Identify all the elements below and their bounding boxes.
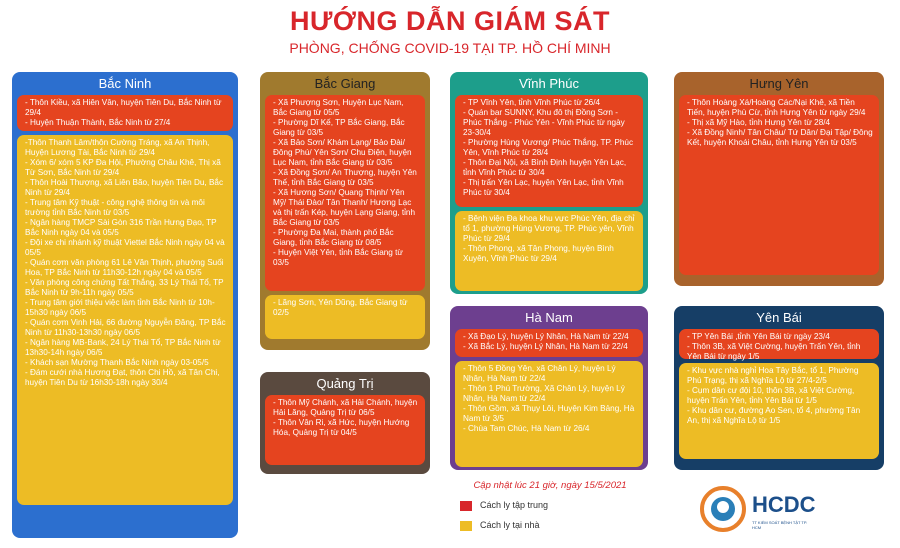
card-title: Yên Bái bbox=[756, 310, 802, 325]
location-entry: - Xã Đồng Ninh/ Tân Châu/ Tứ Dân/ Đại Tập/ Đông Kết, huyện Khoái Châu, tỉnh Hưng Yên từ 03/5 bbox=[687, 128, 873, 147]
location-entry: - Cụm dân cư đội 10, thôn 3B, xã Việt Cường, huyện Trấn Yên, tỉnh Yên Bái từ 1/5 bbox=[687, 386, 855, 405]
card-title: Quảng Trị bbox=[316, 376, 374, 391]
location-entry: - Thôn Hoàng Xá/Hoàng Các/Nại Khê, xã Tiền Tiến, huyện Phù Cừ, tỉnh Hưng Yên từ ngày 29/4 bbox=[687, 98, 866, 117]
location-entry: - TP Vĩnh Yên, tỉnh Vĩnh Phúc từ 26/4 bbox=[463, 98, 601, 107]
location-entry: - TP Yên Bái ,tỉnh Yên Bái từ ngày 23/4 bbox=[687, 332, 830, 341]
legend-yellow bbox=[460, 520, 540, 531]
card-quang-tri bbox=[260, 372, 430, 474]
location-entry: - Ngân hàng TMCP Sài Gòn 316 Trần Hưng Đạo, TP Bắc Ninh ngày 04 và 05/5 bbox=[25, 218, 217, 237]
concentrated-quarantine-list bbox=[265, 95, 425, 291]
home-quarantine-list bbox=[455, 211, 643, 291]
location-entry: - Quán cơm Vinh Hải, 66 đường Nguyễn Đăng, TP Bắc Ninh từ 11h30-13h30 ngày 06/5 bbox=[25, 318, 226, 337]
location-entry: - Xã Bắc Lý, huyện Lý Nhân, Hà Nam từ 22/4 bbox=[463, 342, 628, 351]
location-entry: - Thôn 3B, xã Việt Cường, huyện Trấn Yên, tỉnh Yên Bái từ ngày 1/5 bbox=[687, 342, 861, 361]
legend-label: Cách ly tập trung bbox=[480, 500, 549, 510]
concentrated-quarantine-list bbox=[17, 95, 233, 131]
hcdc-logo bbox=[700, 486, 816, 534]
concentrated-quarantine-list bbox=[679, 329, 879, 359]
card-title: Bắc Giang bbox=[314, 76, 376, 91]
location-entry: - Xã Đạo Lý, huyện Lý Nhân, Hà Nam từ 22/4 bbox=[463, 332, 629, 341]
location-entry: - Thôn 5 Đồng Yên, xã Chân Lý, huyện Lý Nhân, Hà Nam từ 22/4 bbox=[463, 364, 616, 383]
location-entry: - Thôn Kiều, xã Hiên Vân, huyện Tiên Du, Bắc Ninh từ 29/4 bbox=[25, 98, 222, 117]
location-entry: - Phường Dĩ Kế, TP Bắc Giang, Bắc Giang từ 03/5 bbox=[273, 118, 405, 137]
logo-text: HCDC bbox=[752, 492, 816, 517]
legend-red bbox=[460, 500, 548, 511]
location-entry: - Xã Đồng Sơn/ An Thượng, huyện Yên Thế, tỉnh Bắc Giang từ 03/5 bbox=[273, 168, 417, 187]
concentrated-quarantine-list bbox=[265, 395, 425, 465]
location-entry: - Xã Bảo Sơn/ Khám Lạng/ Bảo Đài/ Đông Phú/ Yên Sơn/ Chu Điện, huyện Lục Nam, tỉnh Bắc Giang từ 03/5 bbox=[273, 138, 412, 167]
location-entry: - Xóm 6/ xóm 5 KP Đa Hội, Phường Châu Khê, Thị xã Từ Sơn, Bắc Ninh từ 29/4 bbox=[25, 158, 221, 177]
card-title: Vĩnh Phúc bbox=[519, 76, 579, 91]
location-entry: - Thị trấn Yên Lạc, huyện Yên Lạc, tỉnh Vĩnh Phúc từ 30/4 bbox=[463, 178, 624, 197]
location-entry: - Khu vực nhà nghỉ Hoa Tây Bắc, tổ 1, Phường Phú Trạng, thị xã Nghĩa Lộ từ 27/4-2/5 bbox=[687, 366, 859, 385]
location-entry: - Ngân hàng MB-Bank, 24 Lý Thái Tổ, TP Bắc Ninh từ 13h30-14h ngày 06/5 bbox=[25, 338, 221, 357]
location-entry: - Xã Hương Sơn/ Quang Thịnh/ Yên Mỹ/ Thái Đào/ Tân Thanh/ Hương Lạc và thị trấn Kép, huyện Lạng Giang, tỉnh Bắc Giang từ 03/5 bbox=[273, 188, 416, 227]
updated-timestamp: Cập nhật lúc 21 giờ, ngày 15/5/2021 bbox=[473, 480, 627, 491]
location-entry: - Phường Hùng Vương/ Phúc Thắng, TP. Phúc Yên, Vĩnh Phúc từ 28/4 bbox=[463, 138, 634, 157]
location-entry: - Xã Phượng Sơn, Huyện Lục Nam, Bắc Giang từ 05/5 bbox=[273, 98, 404, 117]
location-entry: - Thị xã Mỹ Hào, tỉnh Hưng Yên từ 28/4 bbox=[687, 118, 831, 127]
location-entry: - Thôn Mỹ Chánh, xã Hải Chánh, huyện Hải Lăng, Quảng Trị từ 06/5 bbox=[273, 398, 418, 417]
hcdc-emblem-icon bbox=[700, 486, 746, 532]
location-entry: - Văn phòng công chứng Tất Thắng, 33 Lý Thái Tổ, TP Bắc Ninh từ 9h-11h ngày 05/5 bbox=[25, 278, 224, 297]
home-quarantine-list bbox=[679, 363, 879, 459]
location-entry: - Thôn Hoài Thượng, xã Liên Bão, huyện Tiên Du, Bắc Ninh từ 29/4 bbox=[25, 178, 224, 197]
card-hung-yen bbox=[674, 72, 884, 286]
home-quarantine-list bbox=[265, 295, 425, 339]
location-entry: - Trung tâm Kỹ thuật - công nghệ thông tin và môi trường tỉnh Bắc Ninh từ 03/5 bbox=[25, 198, 205, 217]
location-entry: - Đội xe chi nhánh kỹ thuật Viettel Bắc Ninh ngày 04 và 05/5 bbox=[25, 238, 225, 257]
card-ha-nam bbox=[450, 306, 648, 470]
page-subtitle: PHÒNG, CHỐNG COVID-19 TẠI TP. HỒ CHÍ MINH bbox=[289, 40, 611, 56]
location-entry: - Phường Đa Mai, thành phố Bắc Giang, tỉnh Bắc Giang từ 08/5 bbox=[273, 228, 394, 247]
location-entry: - Thôn Đại Nội, xã Bình Định huyện Yên Lạc, tỉnh Vĩnh Phúc từ 30/4 bbox=[463, 158, 627, 177]
location-entry: - Huyện Việt Yên, tỉnh Bắc Giang từ 03/5 bbox=[273, 248, 403, 267]
card-title: Bắc Ninh bbox=[98, 76, 152, 91]
card-yen-bai bbox=[674, 306, 884, 470]
location-entry: - Thôn Phong, xã Tân Phong, huyện Bình Xuyên, Vĩnh Phúc từ 29/4 bbox=[463, 244, 614, 263]
legend-swatch-red bbox=[460, 501, 472, 511]
concentrated-quarantine-list bbox=[679, 95, 879, 275]
logo-subtext: TT KIỂM SOÁT BỆNH TẬT TP. HCM bbox=[752, 520, 808, 530]
location-entry: - Bệnh viện Đa khoa khu vực Phúc Yên, địa chỉ tổ 1, phường Hùng Vương, TP. Phúc yên, Vĩnh Phúc từ 29/4 bbox=[463, 214, 635, 243]
location-entry: - Chùa Tam Chúc, Hà Nam từ 26/4 bbox=[463, 424, 590, 433]
location-entry: - Quán bar SUNNY, Khu đô thị Đồng Sơn - Phúc Thắng - Phúc Yên - Vĩnh Phúc từ ngày 23-30/4 bbox=[463, 108, 625, 137]
card-vinh-phuc bbox=[450, 72, 648, 294]
card-bac-giang bbox=[260, 72, 430, 350]
legend-label: Cách ly tại nhà bbox=[480, 520, 540, 530]
location-entry: - Thôn Gồm, xã Thụy Lôi, Huyện Kim Bảng, Hà Nam từ 3/5 bbox=[463, 404, 635, 423]
location-entry: - Trung tâm giới thiệu việc làm tỉnh Bắc Ninh từ 10h-15h30 ngày 06/5 bbox=[25, 298, 215, 317]
location-entry: -Thôn Thanh Lâm/thôn Cường Tráng, xã An Thịnh, Huyện Lương Tài, Bắc Ninh từ 29/4 bbox=[25, 138, 210, 157]
concentrated-quarantine-list bbox=[455, 95, 643, 207]
home-quarantine-list bbox=[17, 135, 233, 505]
location-entry: - Khách sạn Mường Thanh Bắc Ninh ngày 03-05/5 bbox=[25, 358, 209, 367]
location-entry: - Thôn Vân Ri, xã Hức, huyện Hướng Hóa, Quảng Trị từ 04/5 bbox=[273, 418, 410, 437]
legend-swatch-yellow bbox=[460, 521, 472, 531]
location-entry: - Đám cưới nhà Hương Đạt, thôn Chi Hồ, xã Tân Chi, huyện Tiên Du từ 16h30-18h ngày 30/4 bbox=[25, 368, 220, 387]
location-entry: - Lãng Sơn, Yên Dũng, Bắc Giang từ 02/5 bbox=[273, 298, 408, 317]
concentrated-quarantine-list bbox=[455, 329, 643, 357]
card-title: Hưng Yên bbox=[749, 76, 809, 91]
location-entry: - Thôn 1 Phú Trường, Xã Chân Lý, huyện Lý Nhân, Hà Nam từ 22/4 bbox=[463, 384, 625, 403]
home-quarantine-list bbox=[455, 361, 643, 467]
location-entry: - Huyện Thuận Thành, Bắc Ninh từ 27/4 bbox=[25, 118, 171, 127]
location-entry: - Khu dân cư, đường Ao Sen, tổ 4, phường Tân An, thị xã Nghĩa Lộ từ 1/5 bbox=[687, 406, 861, 425]
card-title: Hà Nam bbox=[525, 310, 573, 325]
location-entry: - Quán cơm văn phòng 61 Lê Văn Thịnh, phường Suối Hoa, TP Bắc Ninh từ 11h30-12h ngày 04 và 05/5 bbox=[25, 258, 224, 277]
page-title: HƯỚNG DẪN GIÁM SÁT bbox=[290, 6, 610, 36]
card-bac-ninh bbox=[12, 72, 238, 538]
